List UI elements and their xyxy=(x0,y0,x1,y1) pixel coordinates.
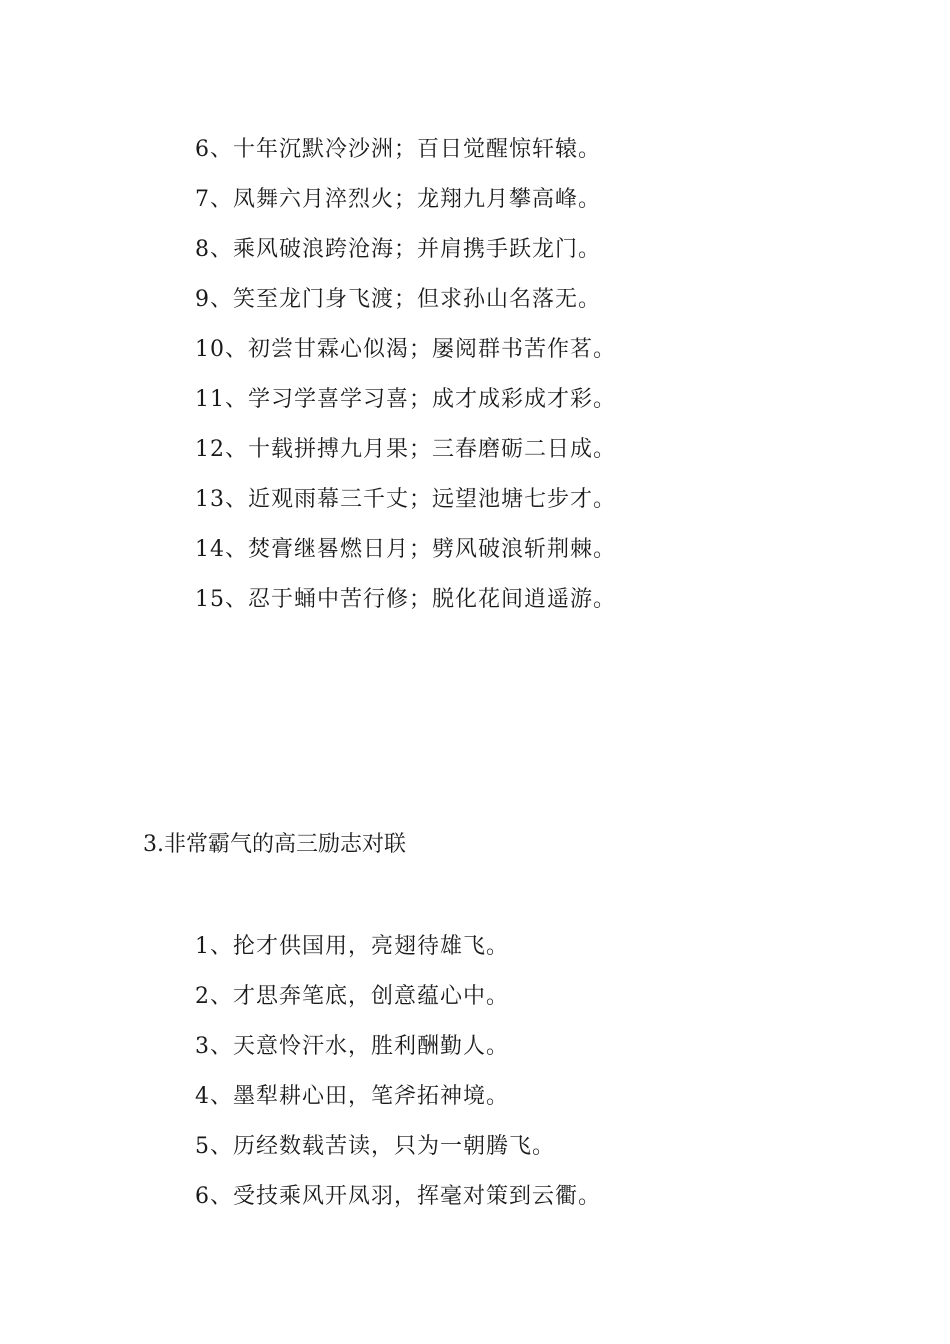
list-item: 6、十年沉默冷沙洲；百日觉醒惊轩辕。 xyxy=(195,137,601,162)
list-item: 3、天意怜汗水，胜利酬勤人。 xyxy=(195,1034,509,1059)
list-item: 2、才思奔笔底，创意蕴心中。 xyxy=(195,984,509,1009)
list-item: 6、受技乘风开凤羽，挥毫对策到云衢。 xyxy=(195,1184,601,1209)
list-item: 14、焚膏继晷燃日月；劈风破浪斩荆棘。 xyxy=(195,537,616,562)
list-item: 10、初尝甘霖心似渴；屡阅群书苦作茗。 xyxy=(195,337,616,362)
list-item: 13、近观雨幕三千丈；远望池塘七步才。 xyxy=(195,487,616,512)
couplet-list xyxy=(195,922,601,1222)
list-item: 9、笑至龙门身飞渡；但求孙山名落无。 xyxy=(195,287,601,312)
list-item: 12、十载拼搏九月果；三春磨砺二日成。 xyxy=(195,437,616,462)
list-item: 11、学习学喜学习喜；成才成彩成才彩。 xyxy=(195,387,616,412)
couplet-list-continued xyxy=(195,125,616,625)
list-item: 1、抡才供国用，亮翅待雄飞。 xyxy=(195,934,509,959)
list-item: 4、墨犁耕心田，笔斧拓神境。 xyxy=(195,1084,509,1109)
list-item: 8、乘风破浪跨沧海；并肩携手跃龙门。 xyxy=(195,237,601,262)
list-item: 7、凤舞六月淬烈火；龙翔九月攀高峰。 xyxy=(195,187,601,212)
list-item: 5、历经数载苦读，只为一朝腾飞。 xyxy=(195,1134,555,1159)
list-item: 15、忍于蛹中苦行修；脱化花间逍遥游。 xyxy=(195,587,616,612)
section-heading: 3.非常霸气的高三励志对联 xyxy=(143,832,406,857)
